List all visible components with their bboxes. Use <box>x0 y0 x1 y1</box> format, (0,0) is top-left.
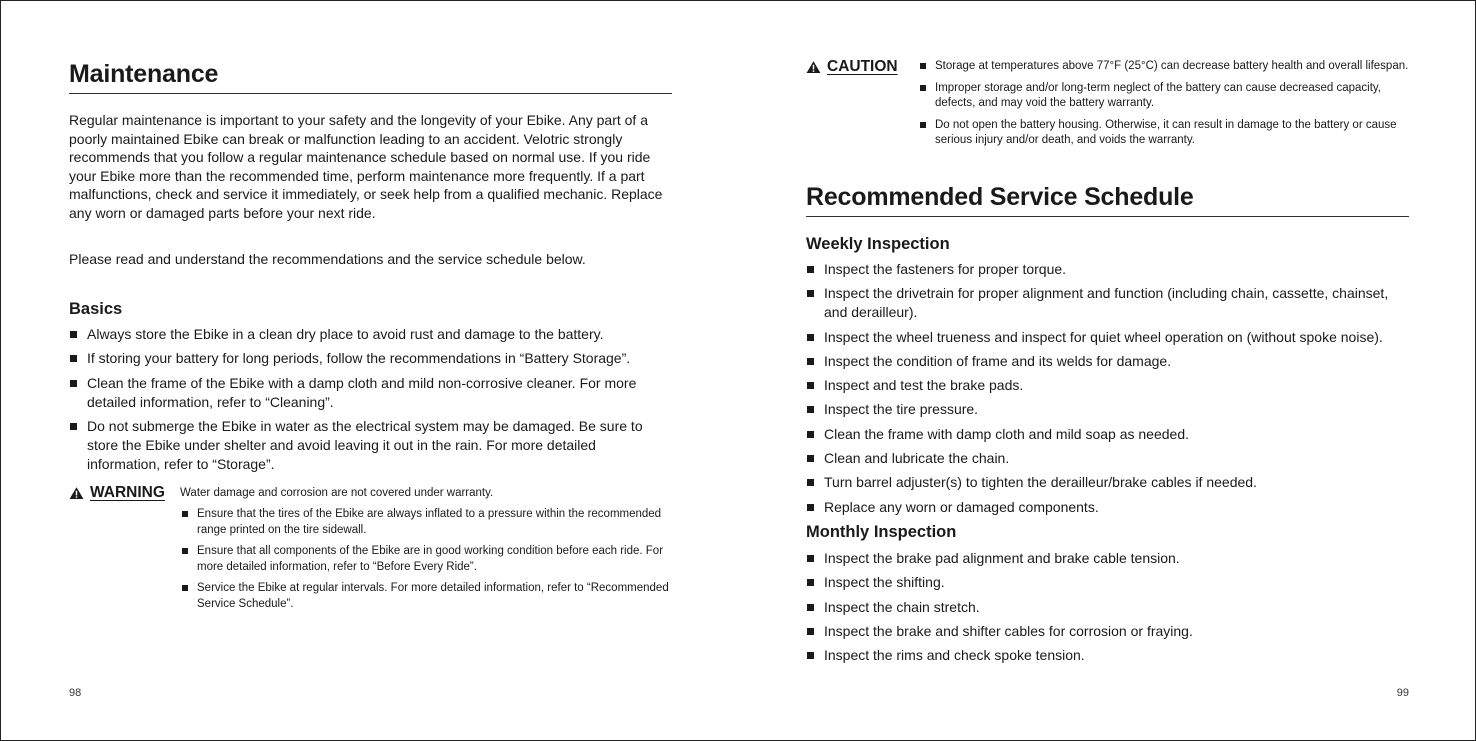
bullet-icon <box>920 85 926 91</box>
list-item: Always store the Ebike in a clean dry place to avoid rust and damage to the battery. <box>69 325 672 344</box>
list-item: Turn barrel adjuster(s) to tighten the derailleur/brake cables if needed. <box>806 473 1409 492</box>
bullet-icon <box>70 380 77 387</box>
list-item: Inspect the fasteners for proper torque. <box>806 260 1409 279</box>
bullet-icon <box>807 290 814 297</box>
bullet-icon <box>70 423 77 430</box>
warning-lead: Water damage and corrosion are not covered under warranty. <box>180 487 494 499</box>
page-left <box>69 1 672 740</box>
list-item: Inspect the chain stretch. <box>806 598 1409 617</box>
list-item: Inspect the brake pad alignment and brake cable tension. <box>806 549 1409 568</box>
bullet-icon <box>182 511 188 517</box>
bullet-icon <box>807 358 814 365</box>
page-number: 99 <box>1396 687 1409 699</box>
list-item: Inspect the rims and check spoke tension. <box>806 646 1409 665</box>
bullet-icon <box>807 334 814 341</box>
bullet-icon <box>807 266 814 273</box>
list-item: Inspect the wheel trueness and inspect for quiet wheel operation on (without spoke noise). <box>806 328 1409 347</box>
list-item: Replace any worn or damaged components. <box>806 498 1409 517</box>
page-title: Maintenance <box>69 60 672 94</box>
list-item: Inspect the drivetrain for proper alignment and function (including chain, cassette, chainset, and derailleur). <box>806 284 1409 322</box>
bullet-icon <box>920 122 926 128</box>
list-item: Inspect the condition of frame and its welds for damage. <box>806 352 1409 371</box>
list-item: Storage at temperatures above 77°F (25°C) can decrease battery health and overall lifespan. <box>919 59 1409 75</box>
caution-label: CAUTION <box>806 58 898 76</box>
weekly-heading: Weekly Inspection <box>806 235 950 253</box>
list-item: Inspect the brake and shifter cables for corrosion or fraying. <box>806 622 1409 641</box>
bullet-icon <box>807 406 814 413</box>
bullet-icon <box>807 504 814 511</box>
basics-heading: Basics <box>69 300 123 318</box>
bullet-icon <box>807 652 814 659</box>
list-item: Do not open the battery housing. Otherwise, it can result in damage to the battery or cause serious injury and/or death, and voids the warranty. <box>919 118 1409 149</box>
caution-list <box>919 59 1409 155</box>
list-item: Ensure that all components of the Ebike are in good working condition before each ride. For more detailed information, refer to “Before Every Ride”. <box>181 544 671 575</box>
bullet-icon <box>807 455 814 462</box>
monthly-heading: Monthly Inspection <box>806 523 957 541</box>
list-item: Clean the frame of the Ebike with a damp cloth and mild non-corrosive cleaner. For more detailed information, refer to “Cleaning”. <box>69 374 672 412</box>
list-item: Inspect and test the brake pads. <box>806 376 1409 395</box>
read-note: Please read and understand the recommendations and the service schedule below. <box>69 251 586 267</box>
bullet-icon <box>807 579 814 586</box>
warning-list <box>181 507 671 618</box>
list-item: Clean and lubricate the chain. <box>806 449 1409 468</box>
list-item: Inspect the shifting. <box>806 573 1409 592</box>
page-number: 98 <box>69 687 82 699</box>
list-item: Inspect the tire pressure. <box>806 400 1409 419</box>
weekly-list <box>806 260 1409 522</box>
intro-paragraph: Regular maintenance is important to your safety and the longevity of your Ebike. Any part of a poorly maintained Ebike can break or malfunction leading to an accident. Velotric strongly recommends that you follow a regular maintenance schedule based on normal use. If you ride your Ebike more than the recommended time, perform maintenance more frequently. If a part malfunctions, check and service it immediately, or seek help from a qualified mechanic. Replace any worn or damaged parts before your next ride. <box>69 112 663 221</box>
warning-triangle-icon <box>69 486 84 500</box>
warning-triangle-icon <box>806 60 821 74</box>
bullet-icon <box>807 431 814 438</box>
list-item: Do not submerge the Ebike in water as the electrical system may be damaged. Be sure to store the Ebike under shelter and avoid leaving it out in the rain. For more detailed information, refer to “Storage”. <box>69 417 672 474</box>
basics-list <box>69 325 672 479</box>
monthly-list <box>806 549 1409 670</box>
list-item: Service the Ebike at regular intervals. For more detailed information, refer to “Recommended Service Schedule”. <box>181 581 671 612</box>
warning-label: WARNING <box>69 484 165 502</box>
list-item: Ensure that the tires of the Ebike are always inflated to a pressure within the recommended range printed on the tire sidewall. <box>181 507 671 538</box>
list-item: Clean the frame with damp cloth and mild soap as needed. <box>806 425 1409 444</box>
bullet-icon <box>807 628 814 635</box>
bullet-icon <box>70 331 77 338</box>
bullet-icon <box>807 555 814 562</box>
list-item: If storing your battery for long periods, follow the recommendations in “Battery Storage”. <box>69 349 672 368</box>
bullet-icon <box>807 604 814 611</box>
bullet-icon <box>182 548 188 554</box>
bullet-icon <box>807 479 814 486</box>
list-item: Improper storage and/or long-term neglect of the battery can cause decreased capacity, defects, and may void the battery warranty. <box>919 81 1409 112</box>
bullet-icon <box>182 585 188 591</box>
section-title: Recommended Service Schedule <box>806 183 1409 217</box>
bullet-icon <box>920 63 926 69</box>
page-right <box>806 1 1409 740</box>
bullet-icon <box>70 355 77 362</box>
bullet-icon <box>807 382 814 389</box>
